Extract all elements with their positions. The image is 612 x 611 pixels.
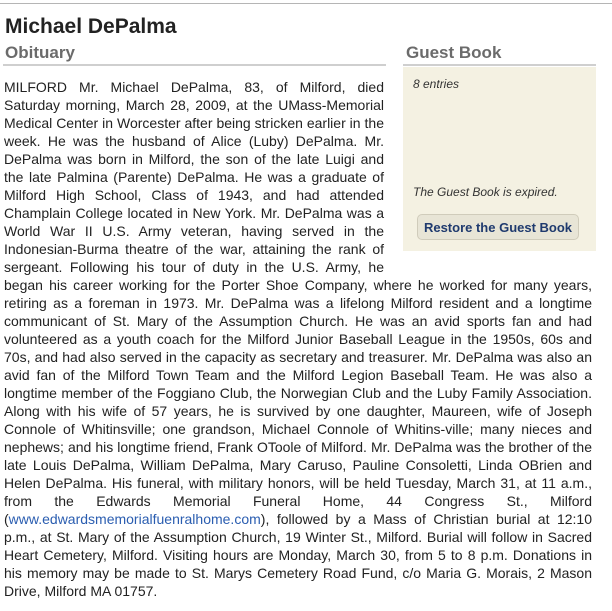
- obituary-heading: Obituary: [5, 43, 75, 62]
- guestbook-panel: [403, 67, 596, 251]
- guestbook-heading-divider: [403, 64, 596, 66]
- obituary-text-part1: MILFORD Mr. Michael DePalma, 83, of Milford, died Saturday morning, March 28, 2009, at the UMass-Memorial Medical Center in Worcester after being stricken earlier in the week. He was the husband of Alice (Luby) DePalma. Mr. DePalma was born in Milford, the son of the late Luigi and the late Palmina (Parente) DePalma. He was a graduate of Milford High School, Class of 1943, and had attended Champlain College located in New York. Mr. DePalma was a World War II U.S. Army veteran, having served in the Indonesian-Burma theatre of the war, attaining the rank of sergeant. Following his tour of duty in the U.S. Army, he began his career working for the Porter Shoe Company, where he worked for many years, retiring as a foreman in 1973. Mr. DePalma was a lifelong Milford resident and a longtime communicant of St. Mary of the Assumption Church. He was an avid sports fan and had volunteered as a youth coach for the Milford Junior Baseball League in the 1950s, 60s and 70s, and had also served in the capacity as secretary and treasurer. Mr. DePalma was also an avid fan of the Milford Town Team and the Milford Legion Baseball Team. He was also a longtime member of the Foggiano Club, the Norwegian Club and the Luby Family Association. Along with his wife of 57 years, he is survived by one daughter, Maureen, wife of Joseph Connole of Whitinsville; one grandson, Michael Connole of Whitins-ville; many nieces and nephews; and his longtime friend, Frank OToole of Milford. Mr. DePalma was the brother of the late Louis DePalma, William DePalma, Mary Caruso, Pauline Consoletti, Linda OBrien and Helen DePalma. His funeral, with military honors, will be held Tuesday, March 31, at 11 a.m., from the Edwards Memorial Funeral Home, 44 Congress St., Milford (: [4, 79, 592, 527]
- obituary-text-part2: ), followed by a Mass of Christian burial at 12:10 p.m., at St. Mary of the Assumption Church, 19 Winter St., Milford. Burial will follow in Sacred Heart Cemetery, Milford. Visiting hours are Monday, March 30, from 5 to 8 p.m. Donations in his memory may be made to St. Marys Cemetery Road Fund, c/o Maria G. Morais, 2 Mason Drive, Milford MA 01757.: [4, 511, 592, 599]
- funeral-home-link[interactable]: www.edwardsmemorialfuenralhome.com: [8, 511, 261, 527]
- obituary-heading-divider: [3, 64, 386, 66]
- guestbook-heading: Guest Book: [406, 43, 502, 62]
- page-title: Michael DePalma: [5, 15, 177, 38]
- guestbook-expired-notice: The Guest Book is expired.: [413, 185, 558, 199]
- restore-guestbook-button[interactable]: Restore the Guest Book: [417, 214, 579, 240]
- top-divider: [0, 3, 612, 4]
- guestbook-entry-count: 8 entries: [413, 77, 460, 91]
